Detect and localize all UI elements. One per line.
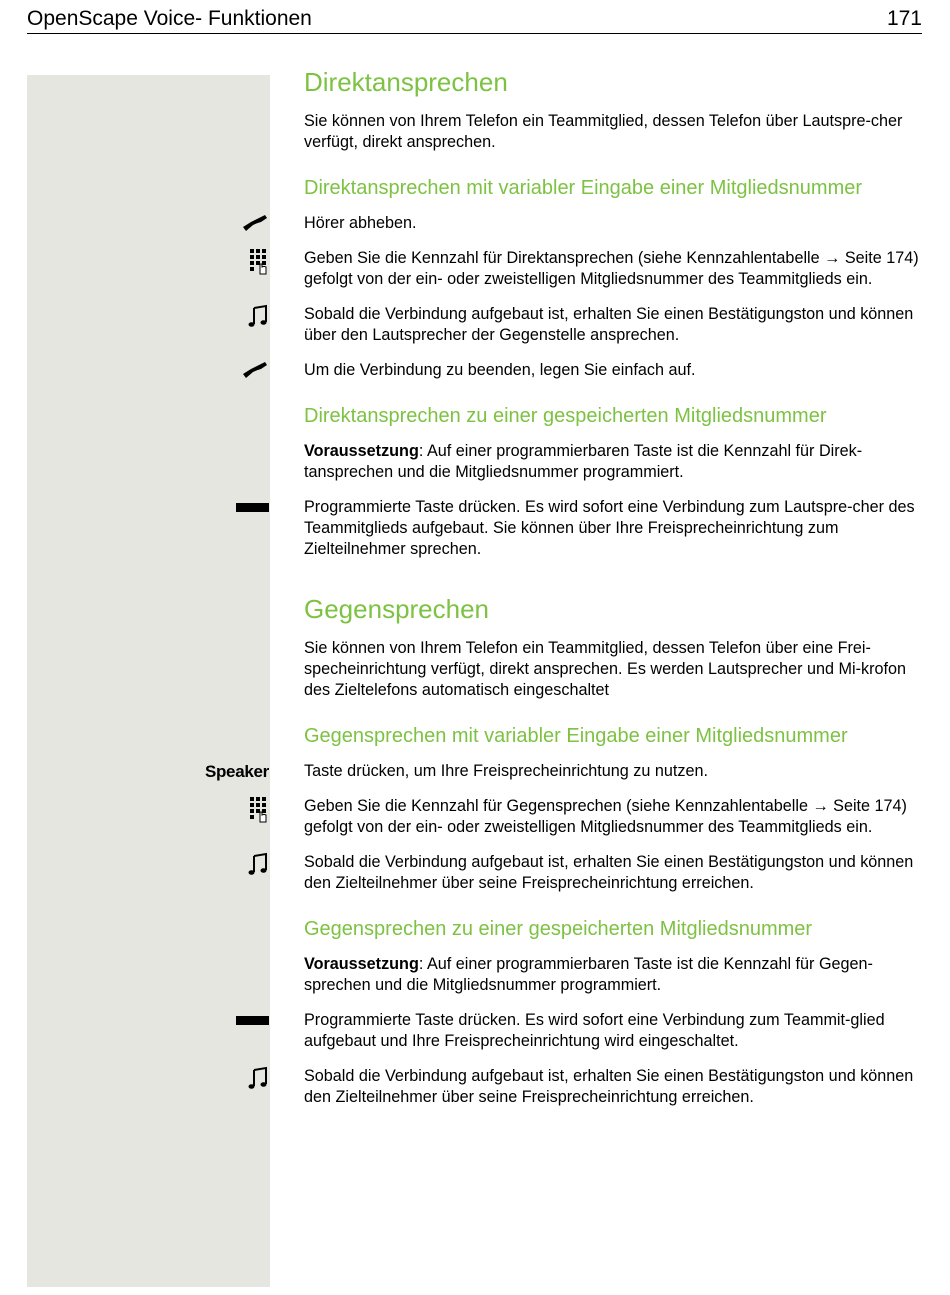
step-item: [304, 852, 924, 894]
programmable-key-icon: [0, 1010, 269, 1031]
keypad-icon: [0, 248, 269, 282]
page-number: 171: [886, 7, 922, 30]
speaker-key-label: Speaker: [204, 762, 269, 781]
step-item: [304, 796, 924, 838]
prerequisite-text: : Auf einer programmierbaren Taste ist die Kennzahl für Direk-tansprechen und die Mitgliedsnummer programmiert.: [304, 442, 863, 481]
section-intro: Sie können von Ihrem Telefon ein Teammitglied, dessen Telefon über eine Frei-specheinrichtung verfügt, direkt ansprechen. Es werden Lautsprecher und Mi-krofon des Zieltelefons automatisch eingeschaltet: [304, 639, 906, 699]
page-header: [27, 6, 922, 34]
music-note-icon: [0, 304, 269, 334]
keypad-icon: [0, 796, 269, 830]
step-text: Programmierte Taste drücken. Es wird sofort eine Verbindung zum Lautspre-cher des Teammitglieds aufgebaut. Sie können über Ihre Freisprecheinrichtung zum Zielteilnehmer sprechen.: [304, 498, 915, 558]
step-text: Um die Verbindung zu beenden, legen Sie einfach auf.: [304, 361, 696, 379]
step-text: Sobald die Verbindung aufgebaut ist, erhalten Sie einen Bestätigungston und können den Zielteilnehmer über seine Freisprecheinrichtung erreichen.: [304, 1067, 914, 1106]
step-item: [304, 360, 924, 381]
subsection-heading: Direktansprechen mit variabler Eingabe einer Mitgliedsnummer: [304, 177, 863, 199]
step-text: Sobald die Verbindung aufgebaut ist, erhalten Sie einen Bestätigungston und können den Zielteilnehmer über seine Freisprecheinrichtung erreichen.: [304, 853, 914, 892]
step-text: Hörer abheben.: [304, 214, 417, 232]
step-text: Sobald die Verbindung aufgebaut ist, erhalten Sie einen Bestätigungston und können über den Lautsprecher der Gegenstelle ansprechen.: [304, 305, 914, 344]
step-text: Taste drücken, um Ihre Freisprecheinrichtung zu nutzen.: [304, 762, 708, 780]
handset-icon: [0, 213, 269, 239]
prerequisite-label: Voraussetzung: [304, 955, 419, 973]
step-item: [204, 761, 924, 782]
subsection-heading: Gegensprechen zu einer gespeicherten Mitgliedsnummer: [304, 918, 813, 940]
step-item: [304, 213, 924, 234]
subsection-heading: Direktansprechen zu einer gespeicherten Mitgliedsnummer: [304, 405, 827, 427]
subsection-heading: Gegensprechen mit variabler Eingabe einer Mitgliedsnummer: [304, 725, 848, 747]
step-text: Programmierte Taste drücken. Es wird sofort eine Verbindung zum Teammit-glied aufgebaut und Ihre Freisprecheinrichtung wird eingeschaltet.: [304, 1011, 885, 1050]
handset-icon: [0, 360, 269, 386]
step-item: [304, 497, 924, 560]
step-text: Geben Sie die Kennzahl für Gegensprechen (siehe Kennzahlentabelle → Seite 174) gefolgt von der ein- oder zweistelligen Mitgliedsnummer des Teammitglieds ein.: [304, 797, 907, 836]
main-content: [204, 65, 924, 1122]
prerequisite-label: Voraussetzung: [304, 442, 419, 460]
step-item: [304, 1010, 924, 1052]
section-intro: Sie können von Ihrem Telefon ein Teammitglied, dessen Telefon über Lautspre-cher verfügt, direkt ansprechen.: [304, 112, 903, 151]
section-heading-gegensprechen: Gegensprechen: [304, 594, 490, 624]
prerequisite: [304, 954, 924, 996]
step-text: Geben Sie die Kennzahl für Direktansprechen (siehe Kennzahlentabelle → Seite 174) gefolgt von der ein- oder zweistelligen Mitgliedsnummer des Teammitglieds ein.: [304, 249, 919, 288]
step-item: [304, 1066, 924, 1108]
header-title: OpenScape Voice- Funktionen: [27, 7, 312, 30]
music-note-icon: [0, 852, 269, 882]
step-item: [304, 304, 924, 346]
prerequisite: [304, 441, 924, 483]
music-note-icon: [0, 1066, 269, 1096]
prerequisite-text: : Auf einer programmierbaren Taste ist die Kennzahl für Gegen-sprechen und die Mitgliedsnummer programmiert.: [304, 955, 873, 994]
programmable-key-icon: [0, 497, 269, 518]
step-item: [304, 248, 924, 290]
section-heading-direktansprechen: Direktansprechen: [304, 67, 508, 97]
